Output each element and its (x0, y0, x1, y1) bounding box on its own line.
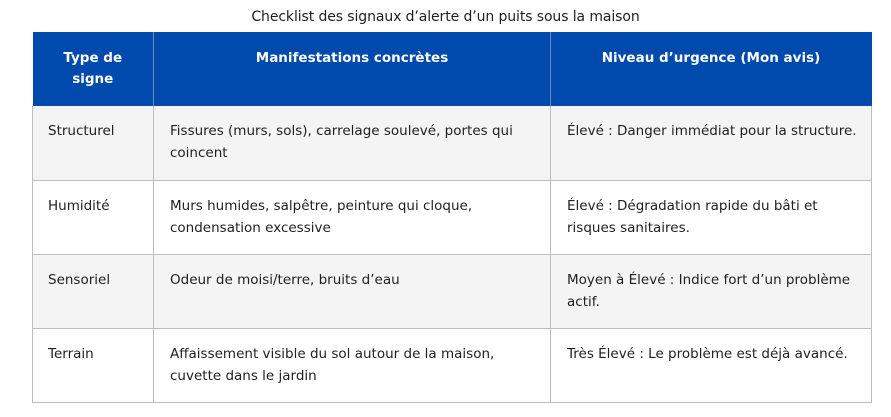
cell-urgence: Élevé : Danger immédiat pour la structure. (551, 106, 872, 180)
cell-type: Sensoriel (33, 254, 154, 328)
cell-type: Terrain (33, 328, 154, 402)
cell-urgence: Très Élevé : Le problème est déjà avancé. (551, 328, 872, 402)
header-urgence: Niveau d’urgence (Mon avis) (551, 32, 872, 106)
cell-manifestations: Murs humides, salpêtre, peinture qui cloque, condensation excessive (154, 180, 551, 254)
table-caption: Checklist des signaux d’alerte d’un puits sous la maison (251, 9, 640, 25)
warning-signs-table (32, 32, 872, 403)
header-type: Type de signe (33, 32, 154, 106)
table-row (33, 180, 872, 254)
table-row (33, 328, 872, 402)
cell-type: Humidité (33, 180, 154, 254)
cell-manifestations: Odeur de moisi/terre, bruits d’eau (154, 254, 551, 328)
cell-urgence: Moyen à Élevé : Indice fort d’un problème actif. (551, 254, 872, 328)
cell-manifestations: Affaissement visible du sol autour de la maison, cuvette dans le jardin (154, 328, 551, 402)
table-row (33, 106, 872, 180)
header-row (33, 32, 872, 106)
cell-type: Structurel (33, 106, 154, 180)
table-row (33, 254, 872, 328)
cell-manifestations: Fissures (murs, sols), carrelage soulevé, portes qui coincent (154, 106, 551, 180)
header-manifestations: Manifestations concrètes (154, 32, 551, 106)
cell-urgence: Élevé : Dégradation rapide du bâti et risques sanitaires. (551, 180, 872, 254)
